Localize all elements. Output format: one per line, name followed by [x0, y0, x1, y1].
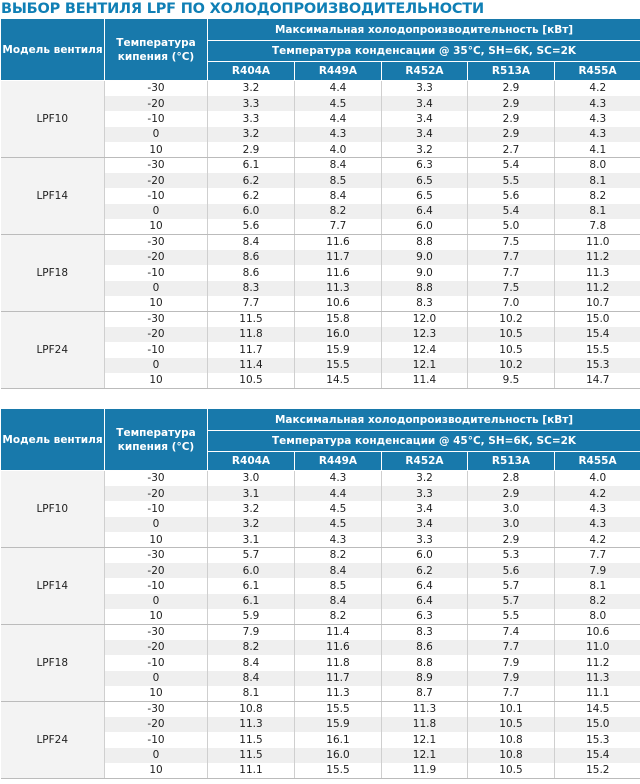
capacity-value-cell: 16.0 [295, 327, 382, 342]
capacity-value-cell: 7.7 [468, 686, 555, 701]
capacity-value-cell: 6.4 [382, 594, 468, 609]
capacity-value-cell: 10.5 [468, 717, 555, 732]
capacity-value-cell: 6.3 [382, 157, 468, 172]
evaporating-temp-cell: -20 [105, 173, 208, 188]
capacity-table-35c [0, 18, 640, 389]
table-row [1, 701, 640, 716]
evaporating-temp-cell: -30 [105, 234, 208, 249]
capacity-value-cell: 8.2 [295, 609, 382, 624]
capacity-value-cell: 10.6 [295, 296, 382, 311]
capacity-value-cell: 10.2 [468, 311, 555, 326]
capacity-value-cell: 11.4 [208, 358, 295, 373]
capacity-value-cell: 16.0 [295, 748, 382, 763]
capacity-value-cell: 10.5 [468, 763, 555, 778]
capacity-value-cell: 3.0 [468, 501, 555, 516]
capacity-value-cell: 10.8 [208, 701, 295, 716]
condensing-conditions-header: Температура конденсации @ 35°C, SH=6K, SC=2K [208, 41, 640, 62]
table-row [1, 547, 640, 562]
capacity-value-cell: 4.3 [295, 532, 382, 547]
capacity-value-cell: 3.3 [382, 81, 468, 96]
evaporating-temp-cell: 10 [105, 296, 208, 311]
page-title: ВЫБОР ВЕНТИЛЯ LPF ПО ХОЛОДОПРОИЗВОДИТЕЛЬНОСТИ [1, 1, 484, 17]
evaporating-temp-cell: 10 [105, 763, 208, 778]
capacity-value-cell: 5.9 [208, 609, 295, 624]
evaporating-temp-cell: -10 [105, 342, 208, 357]
capacity-value-cell: 7.7 [468, 250, 555, 265]
capacity-table-45c [0, 408, 640, 779]
capacity-value-cell: 10.2 [468, 358, 555, 373]
capacity-value-cell: 12.1 [382, 732, 468, 747]
capacity-value-cell: 4.0 [555, 471, 640, 486]
capacity-value-cell: 10.5 [468, 327, 555, 342]
evaporating-temp-cell: 0 [105, 748, 208, 763]
capacity-value-cell: 9.5 [468, 373, 555, 388]
evaporating-temp-cell: 0 [105, 204, 208, 219]
capacity-value-cell: 6.5 [382, 173, 468, 188]
capacity-value-cell: 11.7 [295, 250, 382, 265]
capacity-value-cell: 8.4 [295, 157, 382, 172]
capacity-value-cell: 8.2 [555, 188, 640, 203]
capacity-value-cell: 11.8 [295, 655, 382, 670]
capacity-value-cell: 7.7 [555, 547, 640, 562]
capacity-value-cell: 8.2 [295, 204, 382, 219]
capacity-value-cell: 11.5 [208, 748, 295, 763]
model-column-header: Модель вентиля [1, 409, 105, 471]
evaporating-temp-cell: -10 [105, 578, 208, 593]
capacity-value-cell: 15.0 [555, 717, 640, 732]
evaporating-temp-cell: 10 [105, 219, 208, 234]
capacity-value-cell: 8.9 [382, 671, 468, 686]
capacity-value-cell: 5.3 [468, 547, 555, 562]
capacity-value-cell: 8.6 [382, 640, 468, 655]
capacity-value-cell: 11.0 [555, 234, 640, 249]
capacity-value-cell: 8.6 [208, 250, 295, 265]
capacity-value-cell: 6.5 [382, 188, 468, 203]
capacity-value-cell: 8.1 [555, 173, 640, 188]
capacity-value-cell: 8.8 [382, 281, 468, 296]
capacity-value-cell: 8.2 [295, 547, 382, 562]
capacity-value-cell: 14.7 [555, 373, 640, 388]
table-row [1, 157, 640, 172]
capacity-value-cell: 2.9 [208, 142, 295, 157]
capacity-value-cell: 15.0 [555, 311, 640, 326]
evaporating-temp-column-header: Температура кипения (°C) [105, 19, 208, 81]
capacity-value-cell: 11.2 [555, 250, 640, 265]
capacity-value-cell: 11.3 [555, 671, 640, 686]
refrigerant-header-r455a: R455A [555, 452, 640, 471]
capacity-value-cell: 3.2 [208, 501, 295, 516]
capacity-value-cell: 11.2 [555, 655, 640, 670]
capacity-value-cell: 2.8 [468, 471, 555, 486]
capacity-value-cell: 3.1 [208, 486, 295, 501]
evaporating-temp-column-header: Температура кипения (°C) [105, 409, 208, 471]
capacity-value-cell: 2.9 [468, 486, 555, 501]
capacity-value-cell: 15.2 [555, 763, 640, 778]
valve-model-cell: LPF18 [1, 624, 105, 701]
capacity-value-cell: 8.7 [382, 686, 468, 701]
capacity-value-cell: 6.1 [208, 157, 295, 172]
capacity-value-cell: 7.5 [468, 234, 555, 249]
capacity-value-cell: 12.3 [382, 327, 468, 342]
evaporating-temp-cell: -30 [105, 624, 208, 639]
capacity-value-cell: 8.4 [208, 671, 295, 686]
capacity-value-cell: 7.9 [468, 671, 555, 686]
evaporating-temp-cell: 10 [105, 142, 208, 157]
capacity-value-cell: 6.2 [208, 173, 295, 188]
evaporating-temp-cell: -20 [105, 486, 208, 501]
evaporating-temp-cell: -20 [105, 717, 208, 732]
capacity-value-cell: 15.5 [295, 701, 382, 716]
capacity-value-cell: 10.8 [468, 732, 555, 747]
refrigerant-header-r513a: R513A [468, 452, 555, 471]
capacity-value-cell: 5.6 [468, 563, 555, 578]
evaporating-temp-cell: -30 [105, 157, 208, 172]
refrigerant-header-r452a: R452A [382, 62, 468, 81]
condensing-conditions-header: Температура конденсации @ 45°C, SH=6K, SC=2K [208, 431, 640, 452]
capacity-value-cell: 11.7 [295, 671, 382, 686]
valve-model-cell: LPF10 [1, 81, 105, 158]
capacity-value-cell: 6.0 [382, 219, 468, 234]
capacity-value-cell: 15.5 [295, 358, 382, 373]
valve-model-cell: LPF14 [1, 547, 105, 624]
capacity-value-cell: 16.1 [295, 732, 382, 747]
evaporating-temp-cell: -20 [105, 327, 208, 342]
capacity-value-cell: 8.5 [295, 173, 382, 188]
capacity-value-cell: 11.6 [295, 265, 382, 280]
evaporating-temp-cell: -20 [105, 563, 208, 578]
capacity-value-cell: 11.3 [382, 701, 468, 716]
capacity-value-cell: 15.9 [295, 342, 382, 357]
capacity-value-cell: 15.3 [555, 732, 640, 747]
valve-model-cell: LPF24 [1, 701, 105, 778]
capacity-value-cell: 12.4 [382, 342, 468, 357]
capacity-value-cell: 10.1 [468, 701, 555, 716]
capacity-value-cell: 4.5 [295, 517, 382, 532]
evaporating-temp-cell: 10 [105, 609, 208, 624]
evaporating-temp-cell: -10 [105, 111, 208, 126]
capacity-value-cell: 2.9 [468, 127, 555, 142]
capacity-value-cell: 4.3 [555, 517, 640, 532]
evaporating-temp-cell: -20 [105, 640, 208, 655]
capacity-value-cell: 4.0 [295, 142, 382, 157]
capacity-value-cell: 5.7 [468, 594, 555, 609]
capacity-value-cell: 10.5 [208, 373, 295, 388]
refrigerant-header-r449a: R449A [295, 452, 382, 471]
capacity-value-cell: 11.8 [382, 717, 468, 732]
capacity-value-cell: 3.0 [208, 471, 295, 486]
capacity-value-cell: 6.3 [382, 609, 468, 624]
capacity-value-cell: 3.3 [382, 486, 468, 501]
capacity-value-cell: 4.3 [295, 471, 382, 486]
capacity-value-cell: 12.1 [382, 748, 468, 763]
capacity-value-cell: 14.5 [555, 701, 640, 716]
valve-model-cell: LPF14 [1, 157, 105, 234]
refrigerant-header-r452a: R452A [382, 452, 468, 471]
capacity-value-cell: 8.2 [555, 594, 640, 609]
evaporating-temp-cell: 0 [105, 127, 208, 142]
capacity-value-cell: 3.4 [382, 96, 468, 111]
capacity-value-cell: 5.7 [208, 547, 295, 562]
capacity-value-cell: 11.9 [382, 763, 468, 778]
capacity-value-cell: 8.3 [208, 281, 295, 296]
evaporating-temp-cell: -10 [105, 265, 208, 280]
capacity-value-cell: 4.3 [295, 127, 382, 142]
capacity-value-cell: 11.5 [208, 311, 295, 326]
capacity-value-cell: 9.0 [382, 265, 468, 280]
evaporating-temp-cell: 0 [105, 671, 208, 686]
capacity-value-cell: 3.4 [382, 111, 468, 126]
evaporating-temp-cell: -30 [105, 311, 208, 326]
capacity-value-cell: 5.7 [468, 578, 555, 593]
capacity-value-cell: 11.3 [295, 281, 382, 296]
max-capacity-header: Максимальная холодопроизводительность [кВт] [208, 409, 640, 431]
evaporating-temp-cell: -10 [105, 501, 208, 516]
refrigerant-header-r449a: R449A [295, 62, 382, 81]
capacity-value-cell: 8.0 [555, 609, 640, 624]
capacity-value-cell: 4.2 [555, 486, 640, 501]
capacity-value-cell: 11.1 [555, 686, 640, 701]
refrigerant-header-r455a: R455A [555, 62, 640, 81]
capacity-value-cell: 10.8 [468, 748, 555, 763]
evaporating-temp-cell: 0 [105, 517, 208, 532]
table-row [1, 624, 640, 639]
capacity-value-cell: 3.4 [382, 501, 468, 516]
capacity-value-cell: 2.9 [468, 96, 555, 111]
capacity-value-cell: 10.7 [555, 296, 640, 311]
evaporating-temp-cell: 10 [105, 686, 208, 701]
capacity-value-cell: 7.5 [468, 281, 555, 296]
capacity-value-cell: 8.3 [382, 624, 468, 639]
capacity-value-cell: 15.3 [555, 358, 640, 373]
capacity-value-cell: 2.9 [468, 81, 555, 96]
capacity-value-cell: 8.6 [208, 265, 295, 280]
evaporating-temp-cell: -20 [105, 96, 208, 111]
capacity-value-cell: 4.3 [555, 111, 640, 126]
capacity-value-cell: 8.4 [295, 563, 382, 578]
table-row [1, 471, 640, 486]
evaporating-temp-cell: -10 [105, 188, 208, 203]
capacity-value-cell: 7.9 [208, 624, 295, 639]
table-row [1, 311, 640, 326]
capacity-value-cell: 5.0 [468, 219, 555, 234]
capacity-value-cell: 5.5 [468, 609, 555, 624]
capacity-value-cell: 11.3 [208, 717, 295, 732]
capacity-value-cell: 8.3 [382, 296, 468, 311]
capacity-value-cell: 11.6 [295, 640, 382, 655]
table-row [1, 234, 640, 249]
capacity-value-cell: 7.7 [468, 640, 555, 655]
capacity-value-cell: 15.4 [555, 327, 640, 342]
model-column-header: Модель вентиля [1, 19, 105, 81]
capacity-value-cell: 5.4 [468, 157, 555, 172]
evaporating-temp-cell: 0 [105, 358, 208, 373]
capacity-value-cell: 6.2 [382, 563, 468, 578]
evaporating-temp-cell: -10 [105, 732, 208, 747]
capacity-value-cell: 8.1 [555, 204, 640, 219]
capacity-value-cell: 3.3 [208, 111, 295, 126]
capacity-value-cell: 5.4 [468, 204, 555, 219]
capacity-value-cell: 3.2 [208, 517, 295, 532]
capacity-value-cell: 12.1 [382, 358, 468, 373]
capacity-value-cell: 8.8 [382, 234, 468, 249]
capacity-value-cell: 7.4 [468, 624, 555, 639]
capacity-value-cell: 7.7 [295, 219, 382, 234]
capacity-value-cell: 3.2 [208, 127, 295, 142]
capacity-value-cell: 15.5 [295, 763, 382, 778]
capacity-value-cell: 3.4 [382, 517, 468, 532]
capacity-value-cell: 7.0 [468, 296, 555, 311]
capacity-value-cell: 11.8 [208, 327, 295, 342]
capacity-value-cell: 11.3 [295, 686, 382, 701]
capacity-value-cell: 8.4 [208, 234, 295, 249]
capacity-value-cell: 15.4 [555, 748, 640, 763]
evaporating-temp-cell: 10 [105, 373, 208, 388]
capacity-value-cell: 11.5 [208, 732, 295, 747]
capacity-value-cell: 5.6 [468, 188, 555, 203]
capacity-value-cell: 4.4 [295, 486, 382, 501]
capacity-value-cell: 6.2 [208, 188, 295, 203]
capacity-value-cell: 6.0 [208, 204, 295, 219]
capacity-value-cell: 3.0 [468, 517, 555, 532]
capacity-value-cell: 11.4 [382, 373, 468, 388]
capacity-value-cell: 11.4 [295, 624, 382, 639]
evaporating-temp-cell: 0 [105, 594, 208, 609]
capacity-value-cell: 14.5 [295, 373, 382, 388]
capacity-value-cell: 15.5 [555, 342, 640, 357]
capacity-value-cell: 4.5 [295, 96, 382, 111]
capacity-value-cell: 3.1 [208, 532, 295, 547]
capacity-value-cell: 8.0 [555, 157, 640, 172]
capacity-value-cell: 6.1 [208, 578, 295, 593]
capacity-value-cell: 6.0 [382, 547, 468, 562]
capacity-value-cell: 8.4 [295, 188, 382, 203]
capacity-value-cell: 4.2 [555, 81, 640, 96]
evaporating-temp-cell: -30 [105, 701, 208, 716]
capacity-value-cell: 4.5 [295, 501, 382, 516]
capacity-value-cell: 10.5 [468, 342, 555, 357]
capacity-value-cell: 7.8 [555, 219, 640, 234]
capacity-value-cell: 11.6 [295, 234, 382, 249]
capacity-value-cell: 4.3 [555, 96, 640, 111]
capacity-value-cell: 5.5 [468, 173, 555, 188]
capacity-value-cell: 8.4 [295, 594, 382, 609]
capacity-value-cell: 8.4 [208, 655, 295, 670]
capacity-value-cell: 3.2 [208, 81, 295, 96]
capacity-value-cell: 7.9 [468, 655, 555, 670]
capacity-value-cell: 8.5 [295, 578, 382, 593]
capacity-value-cell: 7.7 [208, 296, 295, 311]
capacity-value-cell: 8.1 [555, 578, 640, 593]
capacity-value-cell: 12.0 [382, 311, 468, 326]
max-capacity-header: Максимальная холодопроизводительность [кВт] [208, 19, 640, 41]
refrigerant-header-r404a: R404A [208, 62, 295, 81]
refrigerant-header-r513a: R513A [468, 62, 555, 81]
capacity-value-cell: 3.2 [382, 471, 468, 486]
capacity-value-cell: 11.1 [208, 763, 295, 778]
capacity-value-cell: 2.9 [468, 111, 555, 126]
evaporating-temp-cell: -10 [105, 655, 208, 670]
capacity-value-cell: 11.2 [555, 281, 640, 296]
valve-model-cell: LPF24 [1, 311, 105, 388]
capacity-value-cell: 9.0 [382, 250, 468, 265]
evaporating-temp-cell: -30 [105, 547, 208, 562]
capacity-value-cell: 3.2 [382, 142, 468, 157]
table-body [1, 471, 640, 779]
capacity-value-cell: 11.7 [208, 342, 295, 357]
capacity-value-cell: 8.8 [382, 655, 468, 670]
capacity-value-cell: 15.8 [295, 311, 382, 326]
capacity-value-cell: 7.9 [555, 563, 640, 578]
capacity-value-cell: 7.7 [468, 265, 555, 280]
capacity-value-cell: 3.3 [382, 532, 468, 547]
table-row [1, 81, 640, 96]
refrigerant-header-r404a: R404A [208, 452, 295, 471]
capacity-value-cell: 8.2 [208, 640, 295, 655]
capacity-value-cell: 4.4 [295, 81, 382, 96]
evaporating-temp-cell: -30 [105, 81, 208, 96]
capacity-value-cell: 4.3 [555, 501, 640, 516]
capacity-value-cell: 6.4 [382, 204, 468, 219]
evaporating-temp-cell: 0 [105, 281, 208, 296]
evaporating-temp-cell: -30 [105, 471, 208, 486]
capacity-value-cell: 11.0 [555, 640, 640, 655]
capacity-value-cell: 6.0 [208, 563, 295, 578]
evaporating-temp-cell: 10 [105, 532, 208, 547]
capacity-value-cell: 2.7 [468, 142, 555, 157]
capacity-value-cell: 4.1 [555, 142, 640, 157]
capacity-value-cell: 10.6 [555, 624, 640, 639]
capacity-value-cell: 15.9 [295, 717, 382, 732]
capacity-value-cell: 6.4 [382, 578, 468, 593]
capacity-value-cell: 11.3 [555, 265, 640, 280]
capacity-value-cell: 2.9 [468, 532, 555, 547]
valve-model-cell: LPF10 [1, 471, 105, 548]
evaporating-temp-cell: -20 [105, 250, 208, 265]
capacity-value-cell: 8.1 [208, 686, 295, 701]
capacity-value-cell: 6.1 [208, 594, 295, 609]
capacity-value-cell: 3.3 [208, 96, 295, 111]
capacity-value-cell: 3.4 [382, 127, 468, 142]
capacity-value-cell: 5.6 [208, 219, 295, 234]
capacity-value-cell: 4.3 [555, 127, 640, 142]
capacity-value-cell: 4.4 [295, 111, 382, 126]
valve-model-cell: LPF18 [1, 234, 105, 311]
capacity-value-cell: 4.2 [555, 532, 640, 547]
table-body [1, 81, 640, 389]
